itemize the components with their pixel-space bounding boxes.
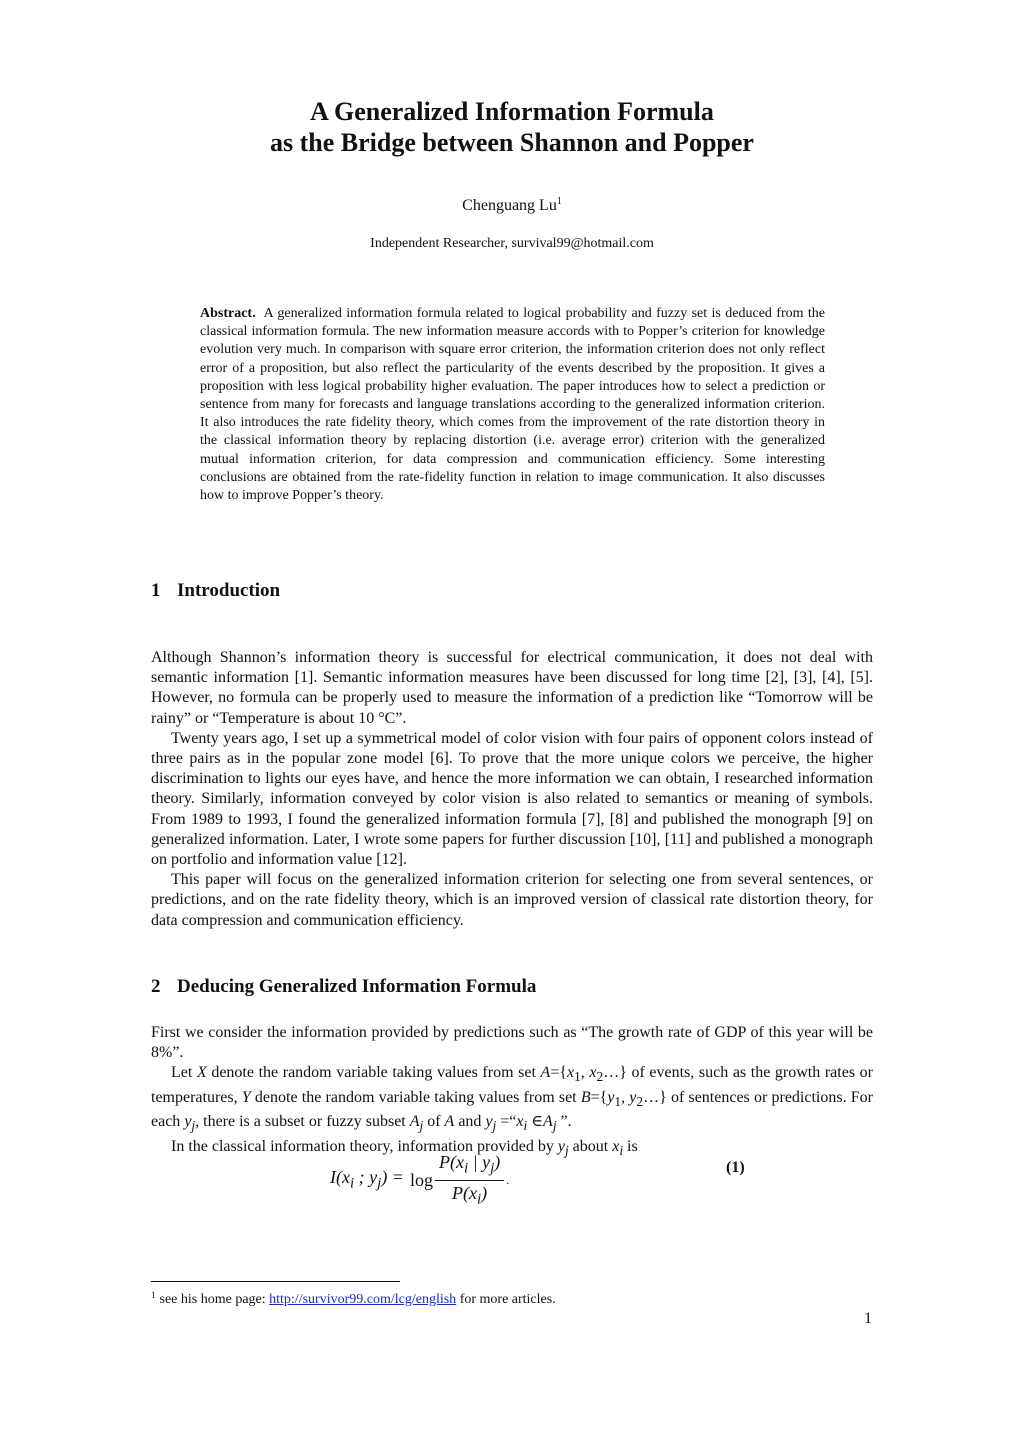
introduction-body <box>151 648 873 931</box>
paper-title-line1: A Generalized Information Formula <box>310 97 714 126</box>
equation-numerator: $P(x_i$ | $y_j$) <box>435 1152 504 1181</box>
abstract <box>200 305 825 505</box>
section2-body <box>151 1023 873 1161</box>
section-heading-introduction <box>151 580 280 602</box>
equation-fraction <box>435 1152 504 1208</box>
paragraph: Let X denote the random variable taking values from set $A=\{x_1$, $x_2\dots$} of events, such as the growth rates or temperatures, Y denote the random variable taking values from set $B=\{y_1$, $y_2\dots$} of sentences or predictions. For each $y_j$, there is a subset or fuzzy subset $A_j$ of A and $y_j$ $=“x_i$ $\in A_j$ ”. <box>151 1064 874 1134</box>
footnote: $^1$ see his home page: http://survivor99.com/lcg/english for more articles. <box>151 1290 556 1307</box>
section-heading-deducing <box>151 976 536 998</box>
paragraph: In the classical information theory, information provided by $y_j$ about $x_i$ is <box>171 1137 638 1158</box>
page-number: 1 <box>864 1310 872 1327</box>
homepage-link[interactable]: http://survivor99.com/lcg/english <box>269 1292 457 1307</box>
equation-1 <box>330 1152 509 1208</box>
abstract-label: Abstract. <box>200 306 256 321</box>
affiliation: Independent Researcher, survival99@hotmail.com <box>370 236 654 251</box>
paragraph: This paper will focus on the generalized information criterion for selecting one from several sentences, or predictions, and on the rate fidelity theory, which is an improved version of classical rate distortion theory, for data compression and communication efficiency. <box>151 871 873 929</box>
footnote-divider <box>151 1281 400 1282</box>
paragraph: Although Shannon’s information theory is successful for electrical communication, it does not deal with semantic information [1]. Semantic information measures have been discussed for long time [2], [3], [4], [5]. However, no formula can be properly used to measure the information of a prediction like “Tomorrow will be rainy” or “Temperature is about 10 °C”. <box>151 649 873 727</box>
equation-log: log <box>409 1169 433 1190</box>
equation-number: (1) <box>726 1159 745 1176</box>
equation-denominator: $P(x_i)$ <box>452 1182 488 1208</box>
author <box>0 197 1024 215</box>
section-number: 2 <box>151 976 161 997</box>
section-title: Deducing Generalized Information Formula <box>177 976 537 997</box>
author-name: Chenguang Lu <box>462 197 557 214</box>
author-footnote-mark: 1 <box>556 196 562 207</box>
section-title: Introduction <box>177 580 281 601</box>
paragraph: Twenty years ago, I set up a symmetrical model of color vision with four pairs of opponent colors instead of three pairs as in the popular zone model [6]. To prove that the more unique colors we perceive, the higher discrimination to lights our eyes have, and hence the more information we can obtain, I researched information theory. Similarly, information conveyed by color vision is also related to semantics or meaning of symbols. From 1989 to 1993, I found the generalized information formula [7], [8] and published the monograph [9] on generalized information. Later, I wrote some papers for further discussion [10], [11] and published a monograph on portfolio and information value [12]. <box>151 729 873 869</box>
equation-lhs: $I(x_i$ ; $y_j$) = <box>330 1167 404 1192</box>
paragraph: First we consider the information provided by predictions such as “The growth rate of GDP of this year will be 8%”. <box>151 1024 873 1062</box>
equation-period: . <box>506 1172 510 1187</box>
footnote-mark: 1 <box>151 1290 156 1300</box>
abstract-text: A generalized information formula related to logical probability and fuzzy set is deduced from the classical information formula. The new information measure accords with to Popper’s criterion for knowledge evolution very much. In comparison with square error criterion, the information criterion does not only reflect error of a proposition, but also reflect the particularity of the events described by the proposition. It gives a proposition with less logical probability higher evaluation. The paper introduces how to select a prediction or sentence from many for forecasts and language translations according to the generalized information criterion. It also introduces the rate fidelity theory, which comes from the improvement of the rate distortion theory in the classical information theory by replacing distortion (i.e. average error) criterion with the generalized mutual information criterion, for data compression and communication efficiency. Some interesting conclusions are obtained from the rate-fidelity function in relation to image communication. It also discusses how to improve Popper’s theory. <box>200 306 825 504</box>
paper-title-line2: as the Bridge between Shannon and Popper <box>270 128 754 157</box>
section-number: 1 <box>151 580 161 601</box>
